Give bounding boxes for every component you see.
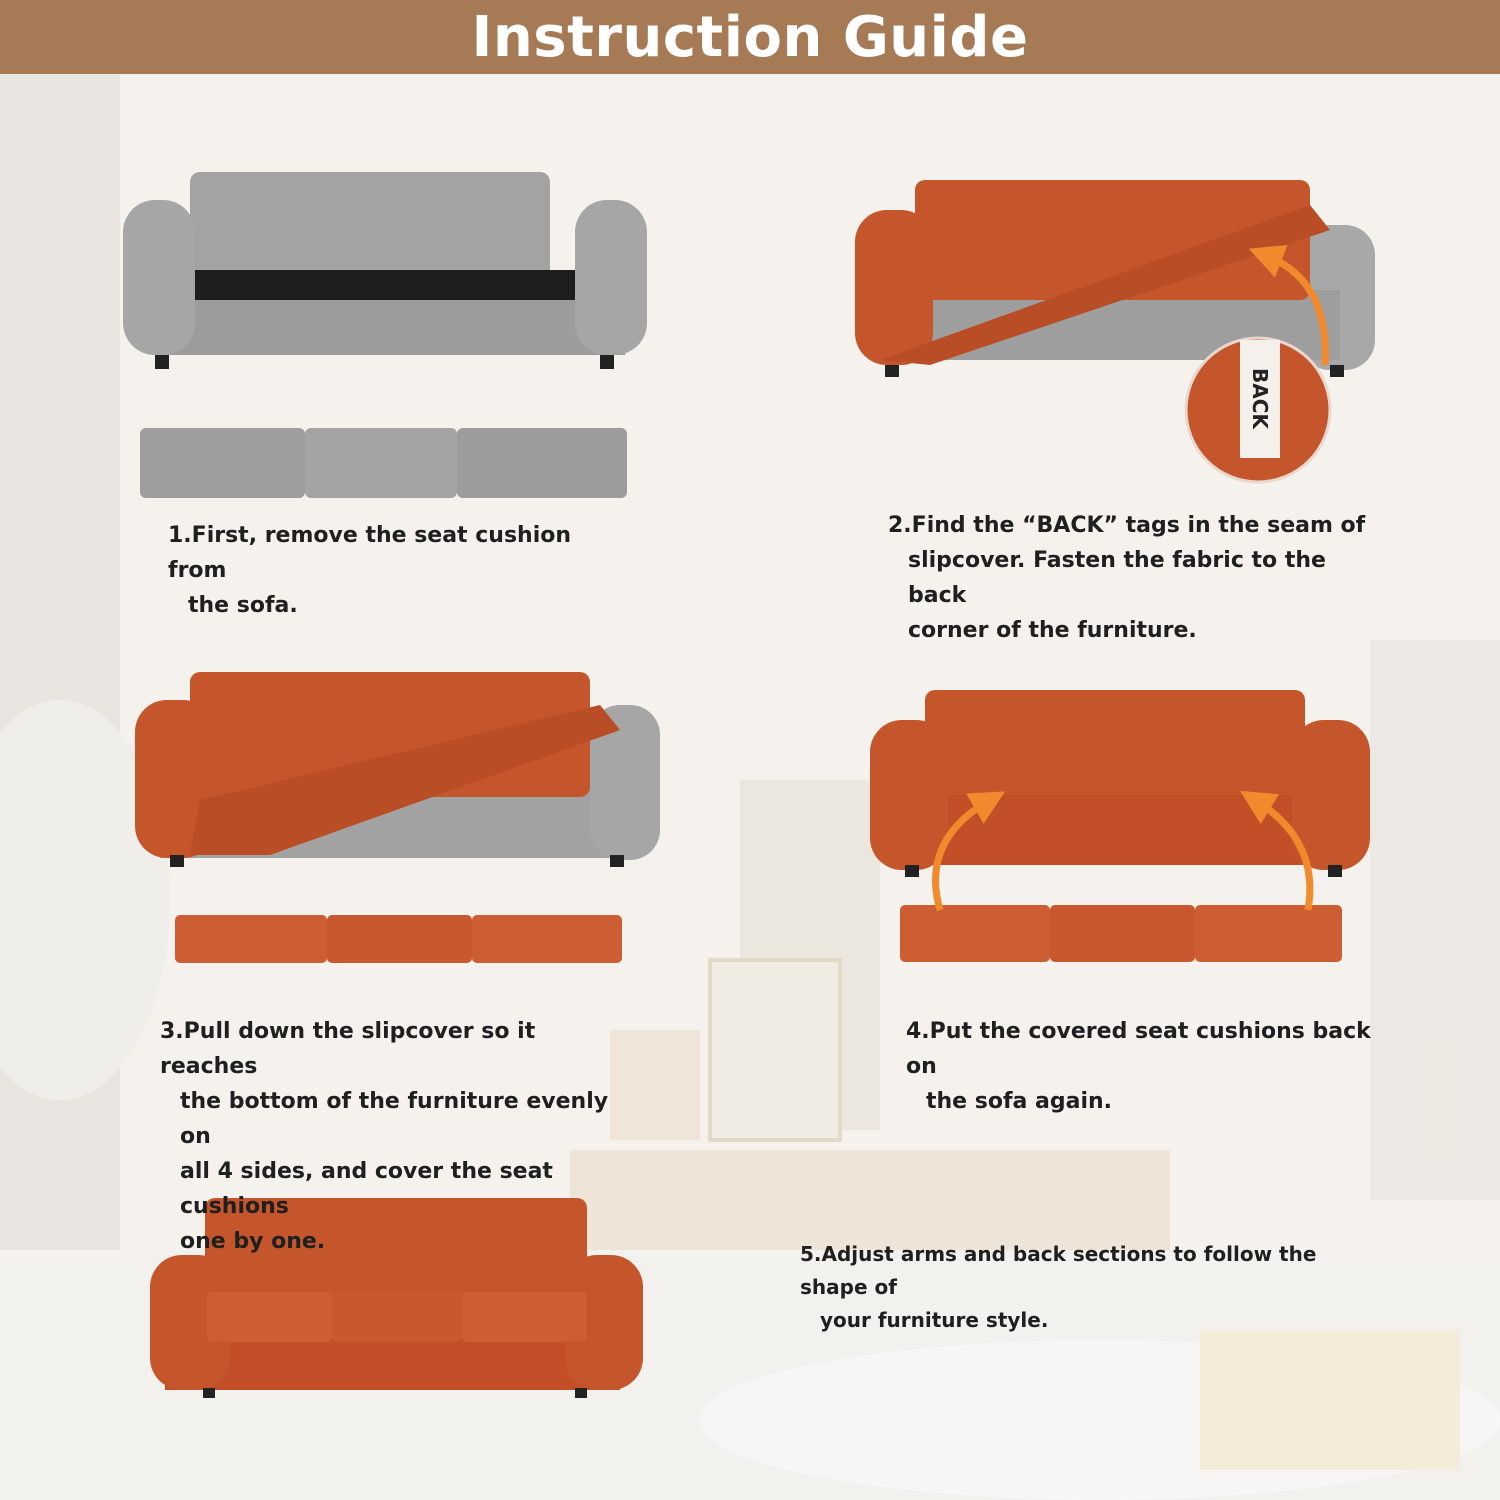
back-tag-zoom-circle [1186, 338, 1330, 482]
step-5-line-2: your furniture style. [820, 1308, 1049, 1332]
slipcover-pull-illustration [135, 672, 660, 867]
step-2-line-2: slipcover. Fasten the fabric to the back [908, 548, 1326, 608]
step-2-text [888, 508, 1368, 648]
step-5-line-1: 5.Adjust arms and back sections to follow the shape of [800, 1242, 1317, 1299]
step-5-text [800, 1238, 1390, 1337]
slipcover-back-illustration [855, 180, 1375, 377]
header-banner [0, 0, 1500, 74]
step-4-line-1: 4.Put the covered seat cushions back on [906, 1019, 1371, 1079]
step-3-line-4: one by one. [180, 1229, 326, 1254]
step-1-line-1: 1.First, remove the seat cushion from [168, 523, 572, 583]
page-title: Instruction Guide [471, 4, 1029, 70]
step-4-text [906, 1014, 1376, 1119]
gray-sofa-illustration [123, 172, 647, 369]
gray-seat-cushions [140, 428, 627, 498]
step-3-text [160, 1014, 630, 1259]
covered-seat-cushions-step3 [175, 915, 622, 963]
step-2-line-1: 2.Find the “BACK” tags in the seam of [888, 513, 1366, 538]
step-2-line-3: corner of the furniture. [908, 618, 1197, 643]
step-1-text [168, 518, 608, 623]
step-4-line-2: the sofa again. [926, 1089, 1113, 1114]
covered-seat-cushions-step4 [900, 905, 1342, 962]
step-3-line-2: the bottom of the furniture evenly on [180, 1089, 609, 1149]
back-tag-label: BACK [1248, 368, 1272, 429]
step-1-line-2: the sofa. [188, 593, 298, 618]
step-3-line-1: 3.Pull down the slipcover so it reaches [160, 1019, 536, 1079]
step-3-line-3: all 4 sides, and cover the seat cushions [180, 1159, 553, 1219]
